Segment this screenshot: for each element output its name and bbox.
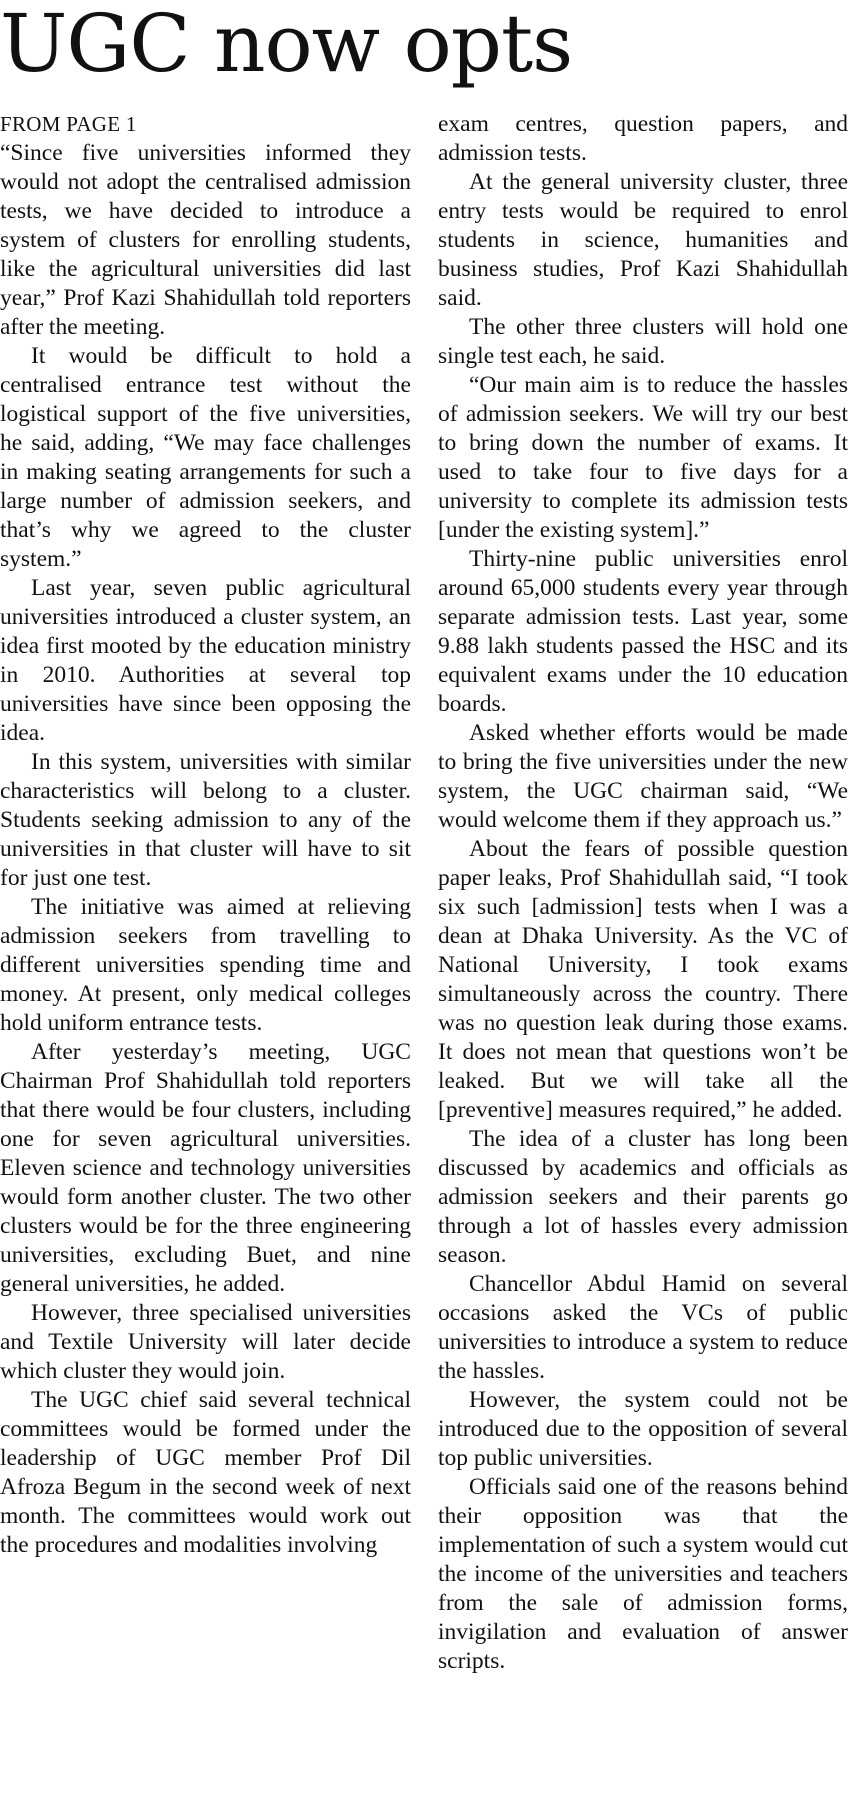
paragraph: It would be difficult to hold a centralised entrance test without the logistical support of the five universities, he said, adding, “We may face challenges in making seating arrangements for such a large number of admission seekers, and that’s why we agreed to the cluster system.” <box>0 343 411 572</box>
paragraph: At the general university cluster, three entry tests would be required to enrol students in science, humanities and business studies, Prof Kazi Shahidullah said. <box>438 169 848 311</box>
paragraph: “Since five universities informed they would not adopt the centralised admission tests, we have decided to introduce a system of clusters for enrolling students, like the agricultural universities did last year,” Prof Kazi Shahidullah told reporters after the meeting. <box>0 140 411 340</box>
paragraph: Asked whether efforts would be made to bring the five universities under the new system, the UGC chairman said, “We would welcome them if they approach us.” <box>438 720 848 833</box>
paragraph: Last year, seven public agricultural universities introduced a cluster system, an idea first mooted by the education ministry in 2010. Authorities at several top universities have since been opposing the idea. <box>0 575 411 746</box>
paragraph: The other three clusters will hold one single test each, he said. <box>438 314 848 369</box>
paragraph: exam centres, question papers, and admission tests. <box>438 111 848 166</box>
paragraph: Chancellor Abdul Hamid on several occasions asked the VCs of public universities to introduce a system to reduce the hassles. <box>438 1271 848 1384</box>
paragraph: Thirty-nine public universities enrol around 65,000 students every year through separate admission tests. Last year, some 9.88 lakh students passed the HSC and its equivalent exams under the 10 education boards. <box>438 546 848 717</box>
paragraph: “Our main aim is to reduce the hassles of admission seekers. We will try our best to bring down the number of exams. It used to take four to five days for a university to complete its admission tests [under the existing system].” <box>438 372 848 543</box>
paragraph: The initiative was aimed at relieving admission seekers from travelling to different universities spending time and money. At present, only medical colleges hold uniform entrance tests. <box>0 894 411 1036</box>
paragraph: Officials said one of the reasons behind their opposition was that the implementation of such a system would cut the income of the universities and teachers from the sale of admission forms, invigilation and evaluation of answer scripts. <box>438 1474 848 1674</box>
right-column <box>438 110 848 1676</box>
paragraph: The idea of a cluster has long been discussed by academics and officials as admission seekers and their parents go through a lot of hassles every admission season. <box>438 1126 848 1268</box>
paragraph: The UGC chief said several technical committees would be formed under the leadership of UGC member Prof Dil Afroza Begum in the second week of next month. The committees would work out the procedures and modalities involving <box>0 1387 411 1558</box>
dateline: FROM PAGE 1 <box>0 112 137 136</box>
paragraph: After yesterday’s meeting, UGC Chairman Prof Shahidullah told reporters that there would be four clusters, including one for seven agricultural universities. Eleven science and technology universities would form another cluster. The two other clusters would be for the three engineering universities, excluding Buet, and nine general universities, he added. <box>0 1039 411 1297</box>
paragraph: About the fears of possible question paper leaks, Prof Shahidullah said, “I took six such [admission] tests when I was a dean at Dhaka University. As the VC of National University, I took exams simultaneously across the country. There was no question leak during those exams. It does not mean that questions won’t be leaked. But we will take all the [preventive] measures required,” he added. <box>438 836 848 1123</box>
paragraph: However, three specialised universities and Textile University will later decide which cluster they would join. <box>0 1300 411 1384</box>
paragraph: In this system, universities with similar characteristics will belong to a cluster. Students seeking admission to any of the universities in that cluster will have to sit for just one test. <box>0 749 411 891</box>
headline: UGC now opts <box>0 0 573 90</box>
paragraph: However, the system could not be introduced due to the opposition of several top public universities. <box>438 1387 848 1471</box>
left-column <box>0 110 411 1560</box>
